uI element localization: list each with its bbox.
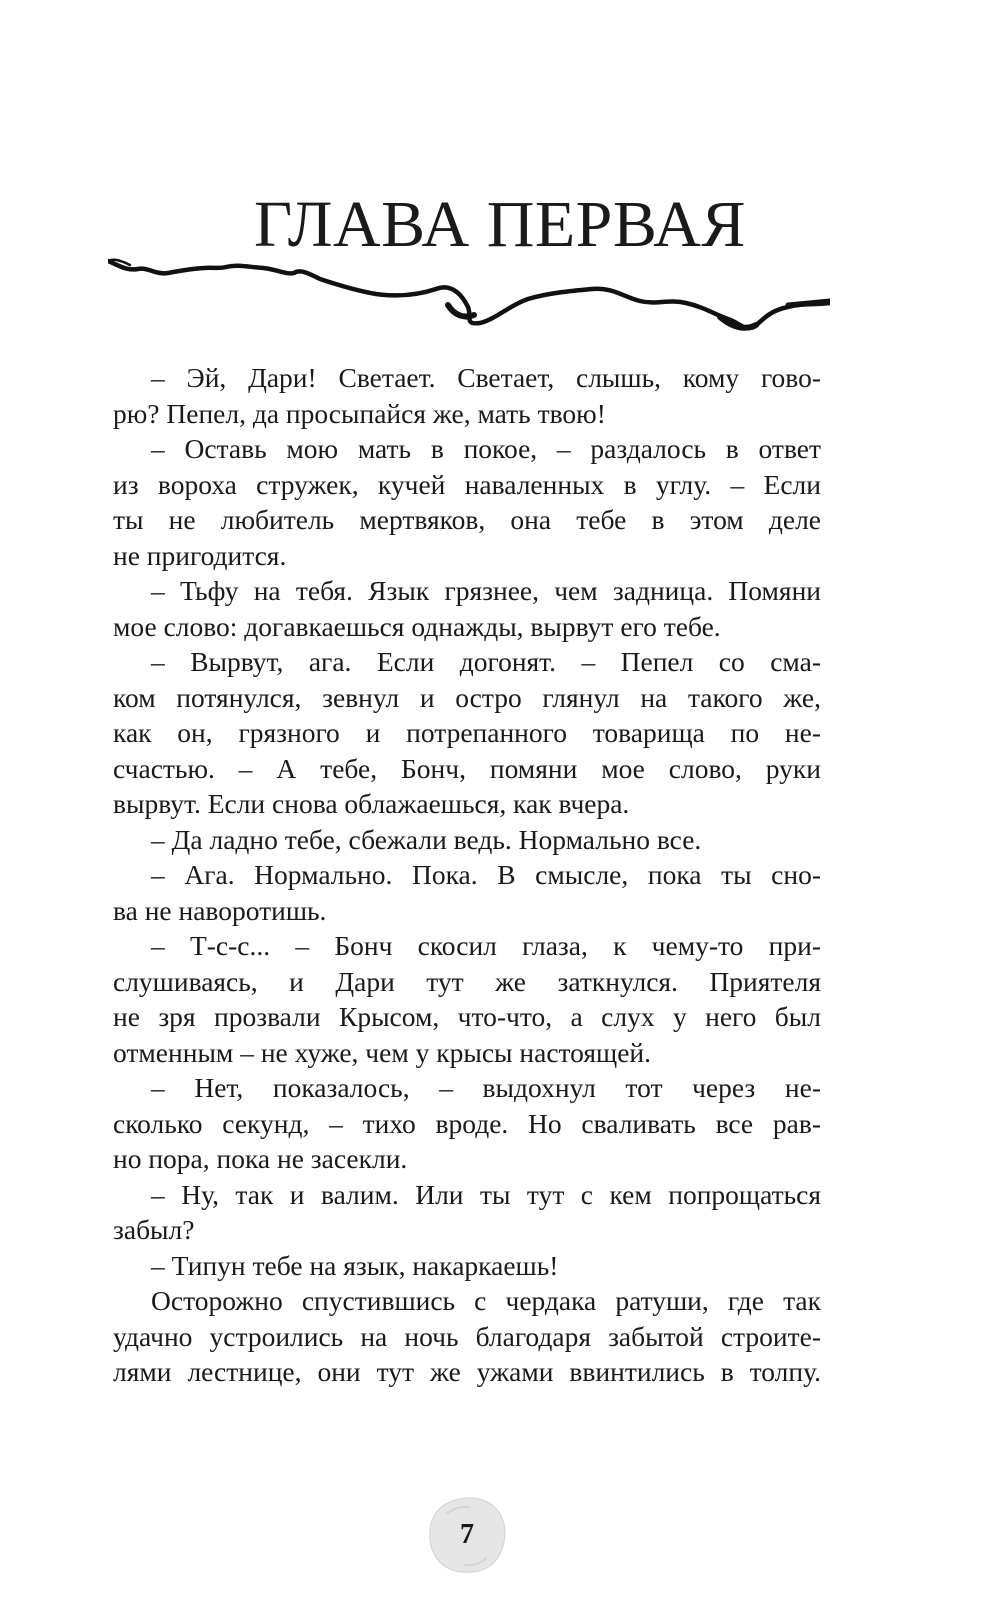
text-line: – Да ладно тебе, сбежали ведь. Нормально все. — [151, 823, 702, 855]
text-line: ва не наворотишь. — [113, 894, 327, 926]
text-line: счастью. – А тебе, Бонч, помяни мое слово, руки — [113, 752, 821, 784]
text-line: удачно устроились на ночь благодаря забытой строите- — [113, 1320, 821, 1352]
text-line: ты не любитель мертвяков, она тебе в этом деле — [113, 504, 821, 535]
text-line: мое слово: догавкаешься однажды, вырвут его тебе. — [113, 610, 721, 642]
text-line: – Т-с-с... – Бонч скосил глаза, к чему-то при- — [151, 930, 821, 961]
text-line: слушиваясь, и Дари тут же заткнулся. Приятеля — [113, 965, 821, 997]
text-line: не пригодится. — [113, 539, 287, 571]
text-line: отменным – не хуже, чем у крысы настоящей. — [113, 1036, 652, 1068]
text-line: – Ну, так и валим. Или ты тут с кем попрощаться — [151, 1178, 821, 1210]
body-text — [113, 360, 821, 1390]
text-line: – Эй, Дари! Светает. Светает, слышь, кому гово- — [151, 362, 821, 393]
text-line: забыл? — [113, 1214, 195, 1245]
text-line: – Вырвут, ага. Если догонят. – Пепел со сма- — [151, 646, 821, 677]
text-line: – Оставь мою мать в покое, – раздалось в ответ — [151, 433, 821, 464]
text-line: но пора, пока не засекли. — [113, 1143, 408, 1174]
text-line: как он, грязного и потрепанного товарища по не- — [113, 717, 821, 748]
page-number: 7 — [460, 1519, 474, 1550]
text-line: – Типун тебе на язык, накаркаешь! — [151, 1249, 559, 1281]
page-number-badge — [426, 1494, 508, 1576]
text-line: лями лестнице, они тут же ужами ввинтились в толпу. — [113, 1356, 821, 1387]
text-line: из вороха стружек, кучей наваленных в углу. – Если — [113, 468, 821, 500]
text-line: – Тьфу на тебя. Язык грязнее, чем задница. Помяни — [151, 575, 821, 606]
text-line: рю? Пепел, да просыпайся же, мать твою! — [113, 397, 606, 429]
text-line: вырвут. Если снова облажаешься, как вчера. — [113, 788, 630, 819]
text-line: не зря прозвали Крысом, что-что, а слух у него был — [113, 1001, 821, 1032]
torn-edge-divider — [108, 245, 830, 345]
text-line: – Нет, показалось, – выдохнул тот через не- — [151, 1072, 821, 1103]
text-line: ком потянулся, зевнул и остро глянул на такого же, — [113, 681, 821, 713]
text-line: Осторожно спустившись с чердака ратуши, где так — [151, 1285, 821, 1316]
text-line: сколько секунд, – тихо вроде. Но сваливать все рав- — [113, 1107, 821, 1139]
text-line: – Ага. Нормально. Пока. В смысле, пока ты сно- — [151, 859, 821, 890]
chapter-title: ГЛАВА ПЕРВАЯ — [254, 188, 746, 261]
